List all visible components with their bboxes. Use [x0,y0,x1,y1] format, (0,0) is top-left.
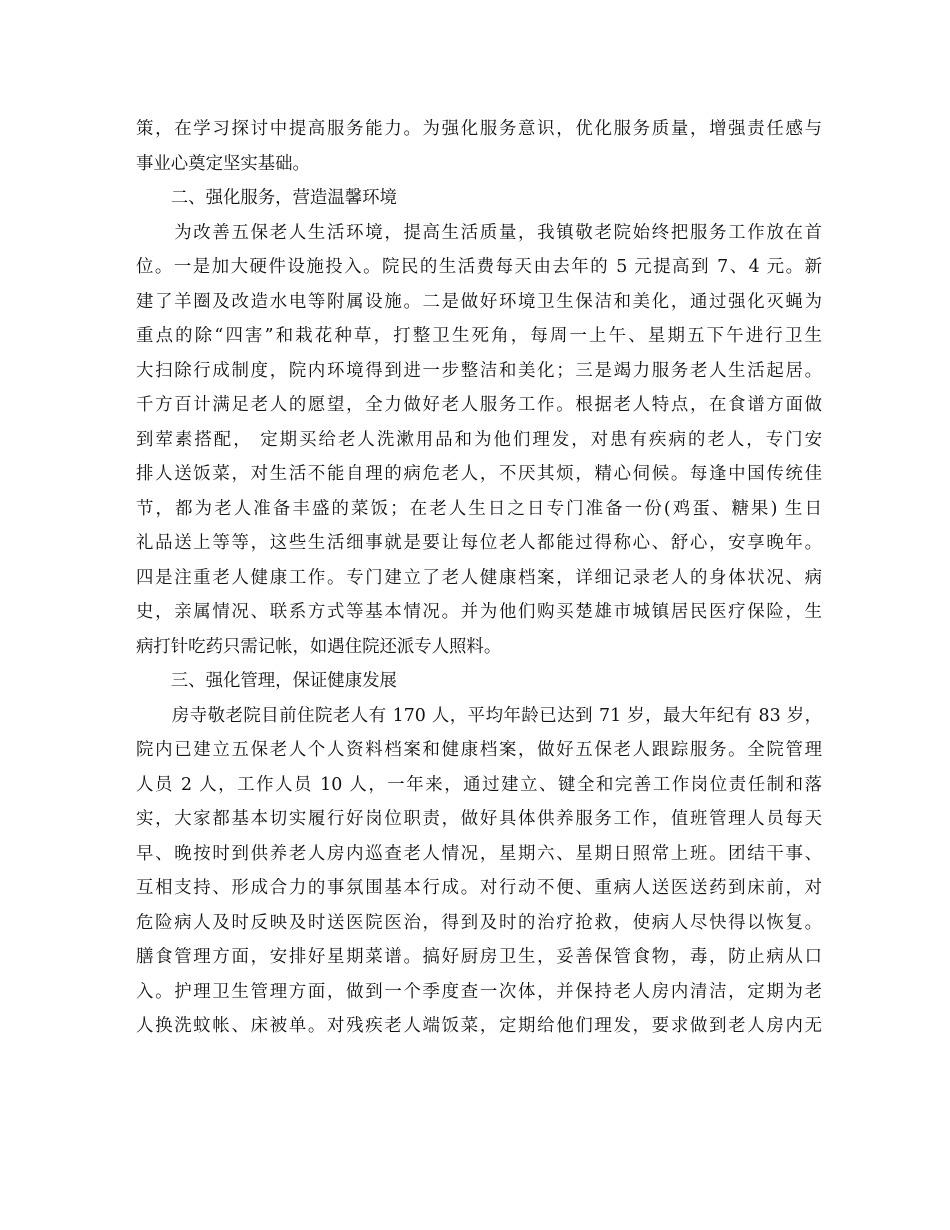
text-line: 排人送饭菜，对生活不能自理的病危老人，不厌其烦，精心伺候。每逢中国传统佳 [136,464,822,484]
text-line: 入。护理卫生管理方面，做到一个季度查一次体，并保持老人房内清洁，定期为老 [136,981,822,1002]
text-line: 房寺敬老院目前住院老人有 170 人，平均年龄已达到 71 岁，最大年纪有 83 岁， [136,705,822,726]
text-line: 建了羊圈及改造水电等附属设施。二是做好环境卫生保洁和美化，通过强化灭蝇为 [136,291,822,312]
text-line: 膳食管理方面，安排好星期菜谱。搞好厨房卫生，妥善保管食物，毒，防止病从口 [136,947,822,967]
text-line: 四是注重老人健康工作。专门建立了老人健康档案，详细记录老人的身体状况、病 [136,567,822,588]
text-line: 千方百计满足老人的愿望，全力做好老人服务工作。根据老人特点，在食谱方面做 [136,395,822,415]
text-line: 节，都为老人准备丰盛的菜饭；在老人生日之日专门准备一份(鸡蛋、糖果) 生日 [136,498,822,519]
text-line: 危险病人及时反映及时送医院医治，得到及时的治疗抢救，使病人尽快得以恢复。 [136,912,822,933]
text-line: 礼品送上等等，这些生活细事就是要让每位老人都能过得称心、舒心，安享晚年。 [136,533,822,553]
text-line: 病打针吃药只需记帐，如遇住院还派专人照料。 [136,636,502,657]
text-line: 到荤素搭配， 定期买给老人洗漱用品和为他们理发，对患有疾病的老人，专门安 [136,429,822,450]
text-line: 实，大家都基本切实履行好岗位职责，做好具体供养服务工作，值班管理人员每天 [136,809,822,829]
text-line: 大扫除行成制度，院内环境得到进一步整洁和美化；三是竭力服务老人生活起居。 [136,360,822,381]
text-line: 策，在学习探讨中提高服务能力。为强化服务意识，优化服务质量，增强责任感与 [136,119,822,139]
text-line: 人员 2 人，工作人员 10 人，一年来，通过建立、键全和完善工作岗位责任制和落 [136,774,822,795]
text-line: 事业心奠定坚实基础。 [136,153,310,174]
text-line: 互相支持、形成合力的事氛围基本行成。对行动不便、重病人送医送药到床前，对 [136,878,822,898]
text-line: 史，亲属情况、联系方式等基本情况。并为他们购买楚雄市城镇居民医疗保险，生 [136,602,822,622]
section-heading: 二、强化服务，营造温馨环境 [136,188,397,208]
text-line: 早、晚按时到供养老人房内巡查老人情况，星期六、星期日照常上班。团结干事、 [136,843,822,864]
section-heading: 三、强化管理，保证健康发展 [136,671,397,691]
document-body [136,112,822,1044]
text-line: 位。一是加大硬件设施投入。院民的生活费每天由去年的 5 元提高到 7、4 元。新 [136,257,822,277]
text-line: 院内已建立五保老人个人资料档案和健康档案，做好五保老人跟踪服务。全院管理 [136,740,822,760]
text-line: 重点的除“四害”和栽花种草，打整卫生死角，每周一上午、星期五下午进行卫生 [136,326,822,346]
text-line: 人换洗蚊帐、床被单。对残疾老人端饭菜，定期给他们理发，要求做到老人房内无 [136,1016,822,1036]
text-line: 为改善五保老人生活环境，提高生活质量，我镇敬老院始终把服务工作放在首 [136,222,822,243]
